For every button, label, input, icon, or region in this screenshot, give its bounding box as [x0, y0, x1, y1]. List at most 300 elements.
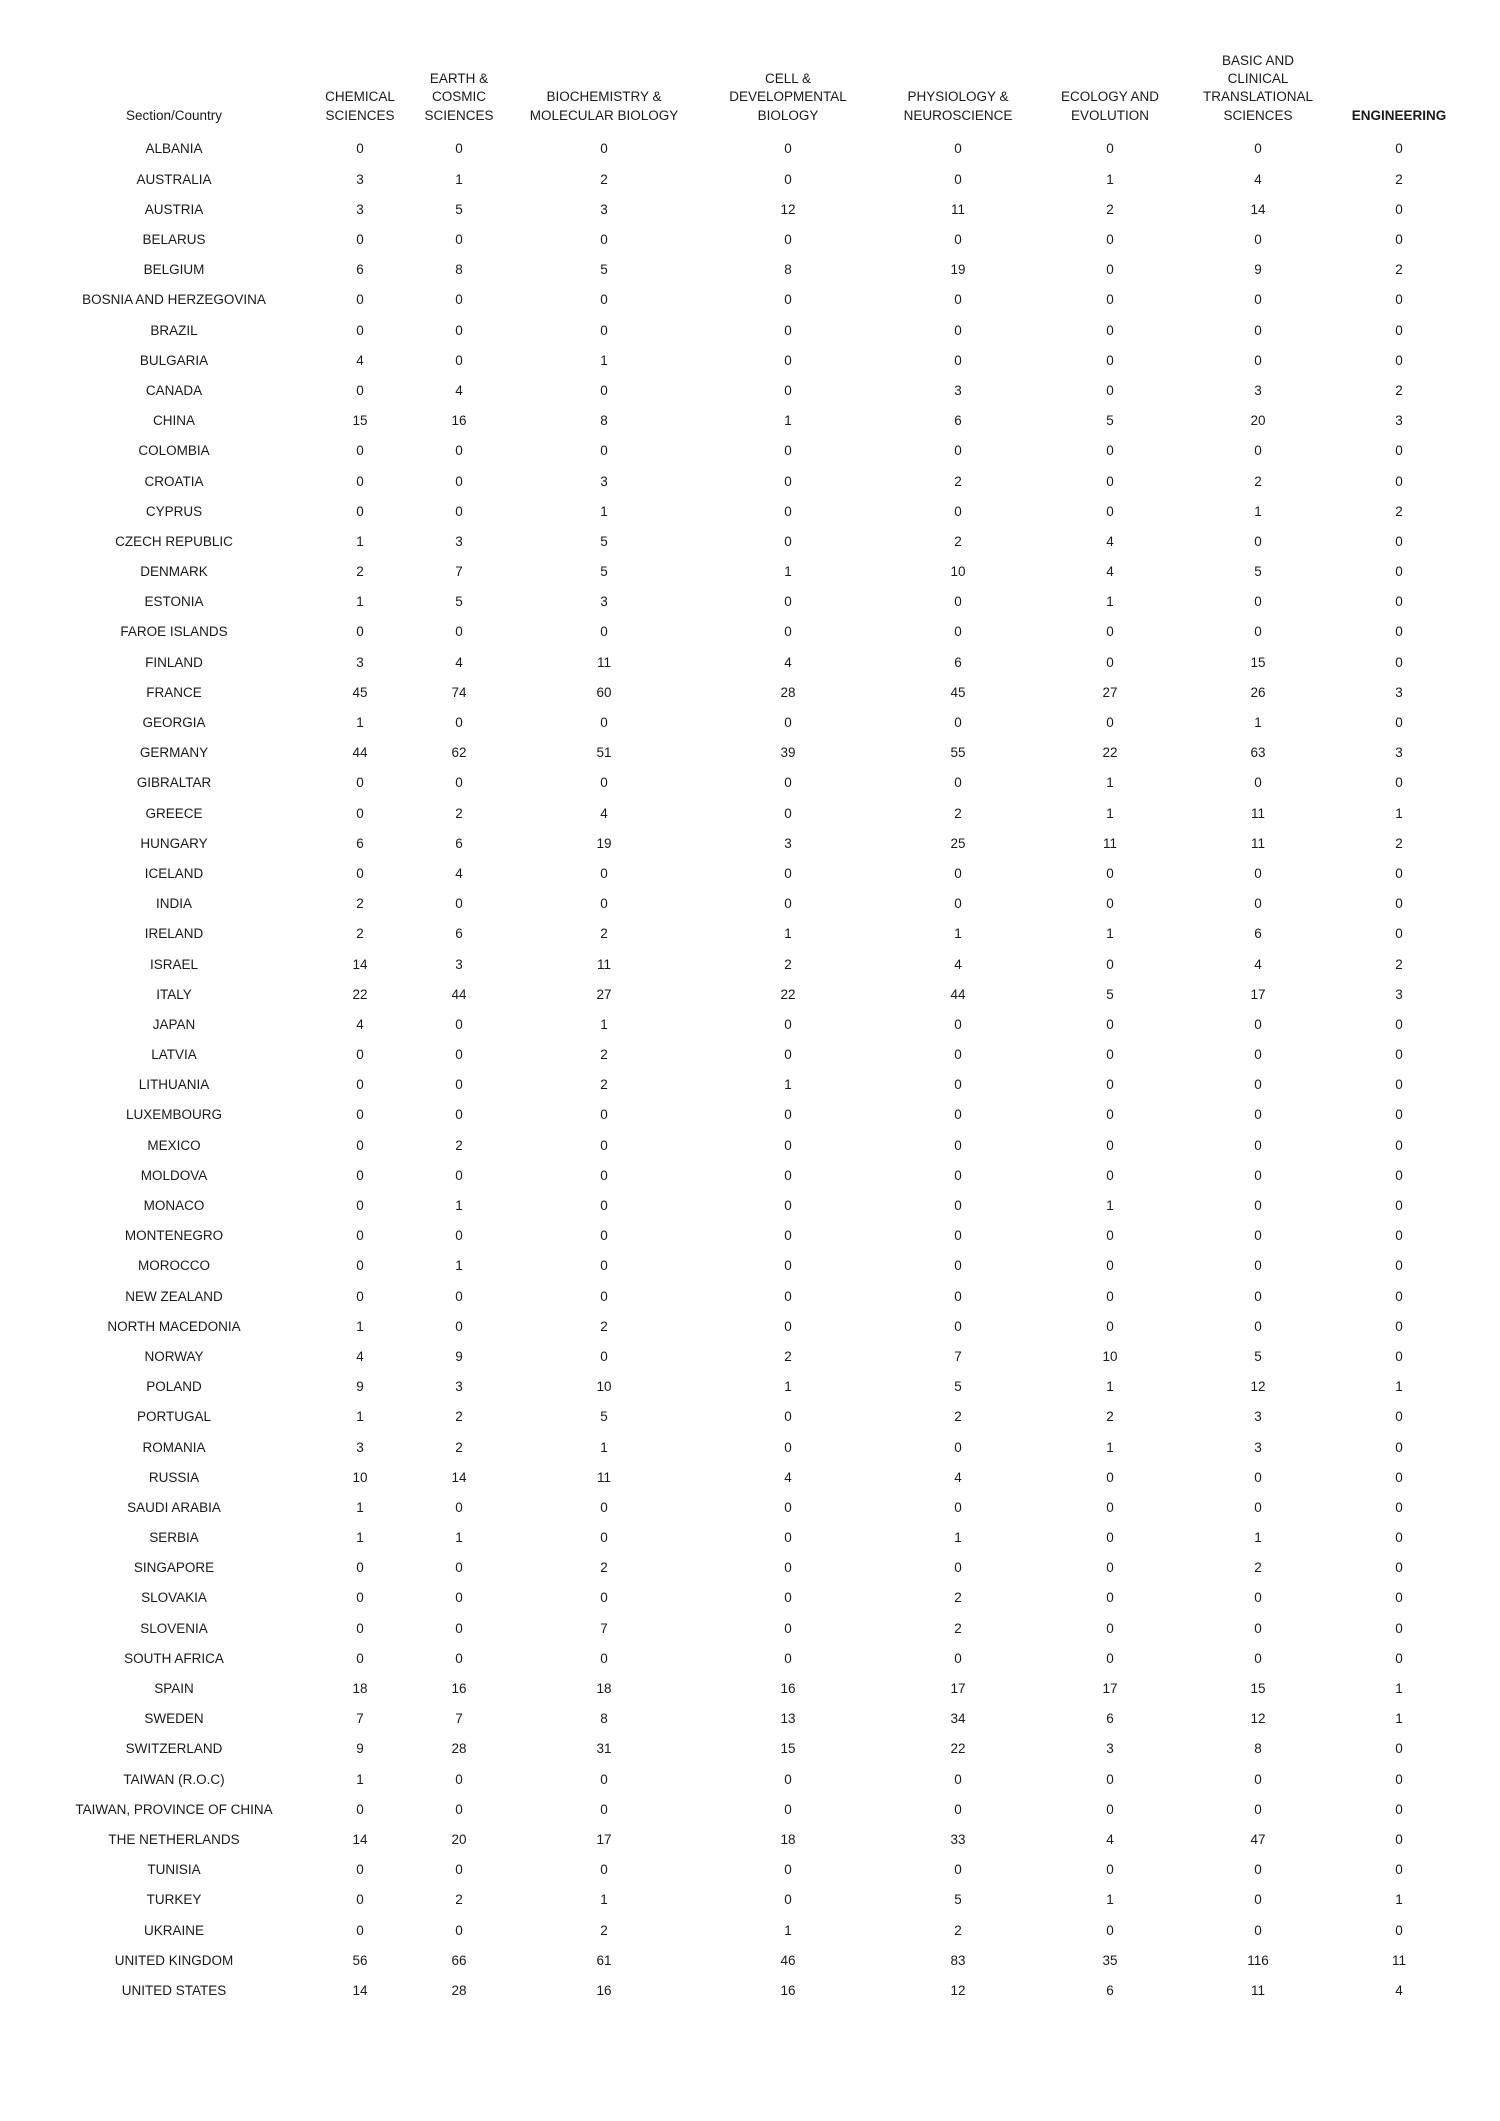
value-cell: 11: [1391, 1952, 1406, 1968]
col-header-label: CELL & DEVELOPMENTAL BIOLOGY: [729, 71, 847, 123]
value-cell: 2: [600, 1922, 608, 1938]
value-cell: 0: [1395, 715, 1403, 731]
value-cell: 0: [1395, 1107, 1403, 1123]
value-cell: 0: [1254, 1107, 1262, 1123]
col-header-biochemistry-molecular-biology: [508, 52, 700, 134]
value-cell: 2: [455, 805, 463, 821]
value-cell: 47: [1250, 1831, 1266, 1847]
table-row: [38, 1583, 1462, 1613]
country-cell: NEW ZEALAND: [125, 1288, 223, 1304]
value-cell: 0: [1254, 352, 1262, 368]
country-cell: INDIA: [155, 896, 192, 912]
table-row: [38, 1070, 1462, 1100]
country-cell: SWITZERLAND: [125, 1741, 223, 1757]
country-cell: UKRAINE: [143, 1922, 204, 1938]
value-cell: 0: [1106, 654, 1114, 670]
value-cell: 0: [600, 1862, 608, 1878]
value-cell: 0: [784, 503, 792, 519]
value-cell: 1: [784, 926, 792, 942]
value-cell: 0: [356, 473, 364, 489]
table-row: [38, 738, 1462, 768]
col-header-earth-cosmic-sciences: [410, 52, 508, 134]
value-cell: 5: [600, 564, 608, 580]
value-cell: 0: [356, 805, 364, 821]
table-row: [38, 345, 1462, 375]
value-cell: 0: [600, 382, 608, 398]
value-cell: 0: [1106, 1228, 1114, 1244]
value-cell: 0: [1395, 1409, 1403, 1425]
value-cell: 3: [356, 171, 364, 187]
col-header-label: EARTH & COSMIC SCIENCES: [424, 71, 494, 123]
value-cell: 0: [1106, 1047, 1114, 1063]
value-cell: 4: [1106, 533, 1114, 549]
value-cell: 0: [1395, 1288, 1403, 1304]
value-cell: 1: [455, 1530, 463, 1546]
value-cell: 61: [596, 1952, 612, 1968]
country-cell: GEORGIA: [142, 715, 206, 731]
value-cell: 0: [784, 1107, 792, 1123]
value-cell: 45: [950, 684, 966, 700]
value-cell: 0: [954, 352, 962, 368]
country-cell: ESTONIA: [144, 594, 204, 610]
country-cell: ALBANIA: [145, 141, 203, 157]
value-cell: 0: [1254, 1318, 1262, 1334]
value-cell: 15: [1250, 654, 1266, 670]
value-cell: 0: [954, 624, 962, 640]
table-row: [38, 828, 1462, 858]
value-cell: 0: [600, 141, 608, 157]
value-cell: 0: [1106, 1318, 1114, 1334]
value-cell: 0: [784, 1439, 792, 1455]
value-cell: 0: [356, 1077, 364, 1093]
value-cell: 0: [954, 1650, 962, 1666]
value-cell: 1: [1254, 715, 1262, 731]
value-cell: 0: [1254, 1469, 1262, 1485]
value-cell: 1: [600, 503, 608, 519]
value-cell: 11: [1102, 835, 1117, 851]
value-cell: 0: [1395, 865, 1403, 881]
value-cell: 28: [780, 684, 796, 700]
value-cell: 0: [784, 1137, 792, 1153]
value-cell: 28: [451, 1741, 467, 1757]
value-cell: 0: [1254, 594, 1262, 610]
value-cell: 0: [1395, 322, 1403, 338]
value-cell: 7: [954, 1348, 962, 1364]
value-cell: 0: [1106, 1590, 1114, 1606]
value-cell: 0: [455, 1650, 463, 1666]
table-row: [38, 1885, 1462, 1915]
value-cell: 0: [954, 1167, 962, 1183]
col-header-engineering: [1336, 52, 1462, 134]
value-cell: 46: [780, 1952, 796, 1968]
value-cell: 56: [352, 1952, 368, 1968]
table-row: [38, 647, 1462, 677]
table-row: [38, 466, 1462, 496]
value-cell: 2: [1395, 956, 1403, 972]
value-cell: 4: [1395, 1982, 1403, 1998]
value-cell: 0: [1106, 1801, 1114, 1817]
value-cell: 0: [1395, 1077, 1403, 1093]
value-cell: 0: [954, 1862, 962, 1878]
value-cell: 0: [784, 382, 792, 398]
table-row: [38, 979, 1462, 1009]
value-cell: 0: [954, 715, 962, 731]
col-header-label: ENGINEERING: [1351, 107, 1447, 123]
value-cell: 5: [954, 1379, 962, 1395]
country-cell: CYPRUS: [145, 503, 203, 519]
table-row: [38, 1462, 1462, 1492]
table-row: [38, 315, 1462, 345]
corner-label: Section/Country: [125, 107, 223, 123]
value-cell: 0: [455, 775, 463, 791]
value-cell: 17: [596, 1831, 612, 1847]
value-cell: 0: [1254, 1198, 1262, 1214]
table-row: [38, 1040, 1462, 1070]
value-cell: 0: [600, 715, 608, 731]
value-cell: 0: [1395, 564, 1403, 580]
country-cell: RUSSIA: [148, 1469, 200, 1485]
value-cell: 28: [451, 1982, 467, 1998]
country-cell: ROMANIA: [142, 1439, 206, 1455]
value-cell: 0: [1106, 1560, 1114, 1576]
value-cell: 0: [600, 624, 608, 640]
country-cell: FRANCE: [146, 684, 202, 700]
table-row: [38, 164, 1462, 194]
value-cell: 0: [954, 141, 962, 157]
value-cell: 14: [352, 1982, 368, 1998]
table-row: [38, 375, 1462, 405]
value-cell: 2: [356, 926, 364, 942]
value-cell: 0: [600, 1771, 608, 1787]
table-row: [38, 496, 1462, 526]
value-cell: 35: [1102, 1952, 1118, 1968]
country-cell: MEXICO: [147, 1137, 201, 1153]
value-cell: 0: [784, 594, 792, 610]
value-cell: 0: [356, 1560, 364, 1576]
value-cell: 0: [1395, 594, 1403, 610]
value-cell: 15: [780, 1741, 796, 1757]
value-cell: 0: [600, 443, 608, 459]
table-row: [38, 677, 1462, 707]
value-cell: 1: [1395, 1681, 1403, 1697]
value-cell: 0: [784, 1167, 792, 1183]
value-cell: 0: [1395, 1137, 1403, 1153]
value-cell: 15: [1250, 1681, 1266, 1697]
value-cell: 0: [784, 171, 792, 187]
value-cell: 0: [356, 1892, 364, 1908]
value-cell: 4: [356, 1348, 364, 1364]
value-cell: 0: [954, 232, 962, 248]
value-cell: 1: [784, 413, 792, 429]
value-cell: 20: [451, 1831, 467, 1847]
value-cell: 31: [596, 1741, 612, 1757]
value-cell: 0: [356, 1620, 364, 1636]
value-cell: 16: [451, 413, 467, 429]
table-row: [38, 707, 1462, 737]
country-cell: TAIWAN (R.O.C): [123, 1771, 225, 1787]
value-cell: 22: [352, 986, 368, 1002]
value-cell: 2: [455, 1137, 463, 1153]
value-cell: 0: [1106, 1499, 1114, 1515]
value-cell: 0: [784, 1016, 792, 1032]
value-cell: 116: [1247, 1952, 1269, 1968]
value-cell: 0: [784, 1258, 792, 1274]
value-cell: 0: [954, 1137, 962, 1153]
value-cell: 0: [784, 1771, 792, 1787]
value-cell: 0: [1254, 1228, 1262, 1244]
value-cell: 0: [1106, 715, 1114, 731]
col-header-ecology-and-evolution: [1040, 52, 1180, 134]
value-cell: 3: [1254, 1409, 1262, 1425]
value-cell: 5: [954, 1892, 962, 1908]
value-cell: 0: [1395, 292, 1403, 308]
value-cell: 0: [455, 141, 463, 157]
value-cell: 0: [784, 443, 792, 459]
header-row: [38, 52, 1462, 134]
value-cell: 0: [954, 1499, 962, 1515]
value-cell: 0: [784, 1409, 792, 1425]
value-cell: 6: [356, 835, 364, 851]
value-cell: 0: [784, 1530, 792, 1546]
value-cell: 0: [356, 1198, 364, 1214]
value-cell: 0: [455, 292, 463, 308]
table-row: [38, 1160, 1462, 1190]
value-cell: 0: [1395, 1620, 1403, 1636]
table-row: [38, 557, 1462, 587]
value-cell: 3: [1395, 745, 1403, 761]
value-cell: 3: [954, 382, 962, 398]
value-cell: 2: [784, 956, 792, 972]
value-cell: 0: [1395, 1560, 1403, 1576]
country-cell: HUNGARY: [140, 835, 208, 851]
value-cell: 5: [1106, 986, 1114, 1002]
value-cell: 0: [1395, 1469, 1403, 1485]
col-header-label: CHEMICAL SCIENCES: [325, 89, 395, 123]
value-cell: 0: [1106, 956, 1114, 972]
value-cell: 1: [356, 1409, 364, 1425]
value-cell: 0: [356, 1047, 364, 1063]
value-cell: 11: [1250, 1982, 1265, 1998]
value-cell: 1: [784, 1379, 792, 1395]
value-cell: 0: [356, 382, 364, 398]
value-cell: 0: [954, 171, 962, 187]
country-cell: FINLAND: [145, 654, 203, 670]
country-cell: SOUTH AFRICA: [124, 1650, 224, 1666]
table-row: [38, 285, 1462, 315]
value-cell: 2: [954, 533, 962, 549]
value-cell: 0: [1106, 896, 1114, 912]
table-row: [38, 1190, 1462, 1220]
country-cell: NORTH MACEDONIA: [107, 1318, 241, 1334]
col-header-cell-developmental-biology: [700, 52, 876, 134]
table-row: [38, 1100, 1462, 1130]
value-cell: 0: [1254, 1258, 1262, 1274]
table-row: [38, 1915, 1462, 1945]
value-cell: 0: [600, 1167, 608, 1183]
value-cell: 0: [356, 775, 364, 791]
value-cell: 1: [954, 926, 962, 942]
value-cell: 17: [950, 1681, 966, 1697]
value-cell: 0: [1395, 232, 1403, 248]
value-cell: 14: [352, 1831, 368, 1847]
value-cell: 0: [356, 624, 364, 640]
table-row: [38, 1402, 1462, 1432]
value-cell: 6: [954, 654, 962, 670]
country-cell: BELARUS: [142, 232, 206, 248]
table-row: [38, 1764, 1462, 1794]
value-cell: 0: [784, 1650, 792, 1666]
value-cell: 0: [1106, 1137, 1114, 1153]
value-cell: 0: [1395, 1016, 1403, 1032]
value-cell: 3: [455, 533, 463, 549]
value-cell: 0: [784, 292, 792, 308]
value-cell: 0: [954, 1801, 962, 1817]
country-cell: BRAZIL: [150, 322, 198, 338]
value-cell: 10: [596, 1379, 612, 1395]
value-cell: 0: [954, 1228, 962, 1244]
country-cell: SPAIN: [154, 1681, 194, 1697]
value-cell: 0: [455, 1016, 463, 1032]
value-cell: 0: [954, 865, 962, 881]
value-cell: 1: [356, 1771, 364, 1787]
value-cell: 0: [455, 232, 463, 248]
value-cell: 4: [455, 654, 463, 670]
value-cell: 26: [1250, 684, 1266, 700]
value-cell: 0: [600, 1258, 608, 1274]
country-cell: MOROCCO: [138, 1258, 210, 1274]
table-row: [38, 1855, 1462, 1885]
value-cell: 0: [1106, 1922, 1114, 1938]
value-cell: 0: [1395, 775, 1403, 791]
value-cell: 5: [455, 594, 463, 610]
table-row: [38, 1523, 1462, 1553]
value-cell: 3: [455, 956, 463, 972]
value-cell: 2: [1254, 1560, 1262, 1576]
country-cell: LUXEMBOURG: [125, 1107, 223, 1123]
value-cell: 18: [780, 1831, 796, 1847]
country-cell: SINGAPORE: [133, 1560, 215, 1576]
table-header: [38, 52, 1462, 134]
country-cell: MONACO: [143, 1198, 205, 1214]
col-header-label: BIOCHEMISTRY & MOLECULAR BIOLOGY: [529, 89, 679, 123]
value-cell: 12: [1250, 1379, 1266, 1395]
value-cell: 1: [784, 1077, 792, 1093]
value-cell: 22: [1102, 745, 1118, 761]
value-cell: 0: [1395, 1047, 1403, 1063]
value-cell: 0: [1395, 141, 1403, 157]
value-cell: 0: [1395, 1801, 1403, 1817]
value-cell: 2: [1254, 473, 1262, 489]
value-cell: 2: [954, 473, 962, 489]
value-cell: 6: [1106, 1982, 1114, 1998]
table-row: [38, 255, 1462, 285]
value-cell: 0: [356, 1228, 364, 1244]
value-cell: 0: [600, 1801, 608, 1817]
table-row: [38, 1734, 1462, 1764]
value-cell: 0: [1395, 1348, 1403, 1364]
value-cell: 0: [954, 1016, 962, 1032]
value-cell: 0: [1106, 262, 1114, 278]
country-cell: ITALY: [156, 986, 192, 1002]
table-row: [38, 798, 1462, 828]
value-cell: 2: [1106, 1409, 1114, 1425]
value-cell: 6: [356, 262, 364, 278]
value-cell: 1: [1106, 1892, 1114, 1908]
table-row: [38, 526, 1462, 556]
value-cell: 0: [455, 1801, 463, 1817]
table-row: [38, 858, 1462, 888]
col-header-chemical-sciences: [310, 52, 410, 134]
value-cell: 4: [1106, 564, 1114, 580]
value-cell: 1: [1106, 1379, 1114, 1395]
value-cell: 0: [784, 1499, 792, 1515]
value-cell: 33: [950, 1831, 966, 1847]
value-cell: 0: [1106, 1258, 1114, 1274]
value-cell: 0: [954, 775, 962, 791]
value-cell: 2: [1395, 835, 1403, 851]
value-cell: 0: [784, 232, 792, 248]
table-row: [38, 1643, 1462, 1673]
country-cell: BULGARIA: [139, 352, 209, 368]
value-cell: 0: [1254, 1016, 1262, 1032]
table-row: [38, 1251, 1462, 1281]
value-cell: 19: [596, 835, 612, 851]
value-cell: 6: [1254, 926, 1262, 942]
value-cell: 3: [600, 473, 608, 489]
value-cell: 3: [1395, 684, 1403, 700]
value-cell: 0: [600, 232, 608, 248]
value-cell: 16: [596, 1982, 612, 1998]
value-cell: 39: [780, 745, 796, 761]
value-cell: 11: [950, 201, 965, 217]
value-cell: 0: [600, 1590, 608, 1606]
col-header-label: ECOLOGY AND EVOLUTION: [1060, 89, 1160, 123]
value-cell: 0: [1254, 1167, 1262, 1183]
value-cell: 0: [1395, 1228, 1403, 1244]
value-cell: 4: [455, 382, 463, 398]
value-cell: 2: [600, 1560, 608, 1576]
value-cell: 0: [1395, 201, 1403, 217]
country-cell: SWEDEN: [144, 1711, 204, 1727]
country-cell: IRELAND: [144, 926, 204, 942]
value-cell: 83: [950, 1952, 966, 1968]
value-cell: 0: [1106, 1469, 1114, 1485]
value-cell: 0: [784, 1862, 792, 1878]
value-cell: 0: [455, 322, 463, 338]
value-cell: 1: [1106, 1198, 1114, 1214]
value-cell: 0: [784, 1892, 792, 1908]
value-cell: 1: [600, 1016, 608, 1032]
value-cell: 1: [1254, 503, 1262, 519]
country-cell: SLOVAKIA: [141, 1590, 207, 1606]
table-row: [38, 1553, 1462, 1583]
value-cell: 0: [600, 292, 608, 308]
value-cell: 0: [1254, 624, 1262, 640]
value-cell: 2: [600, 171, 608, 187]
value-cell: 4: [356, 352, 364, 368]
country-cell: DENMARK: [140, 564, 208, 580]
value-cell: 6: [1106, 1711, 1114, 1727]
value-cell: 1: [1254, 1530, 1262, 1546]
value-cell: 0: [1106, 865, 1114, 881]
value-cell: 2: [1395, 171, 1403, 187]
value-cell: 0: [1395, 1167, 1403, 1183]
value-cell: 0: [600, 1107, 608, 1123]
value-cell: 1: [455, 171, 463, 187]
value-cell: 0: [356, 322, 364, 338]
table-row: [38, 406, 1462, 436]
value-cell: 2: [1395, 262, 1403, 278]
